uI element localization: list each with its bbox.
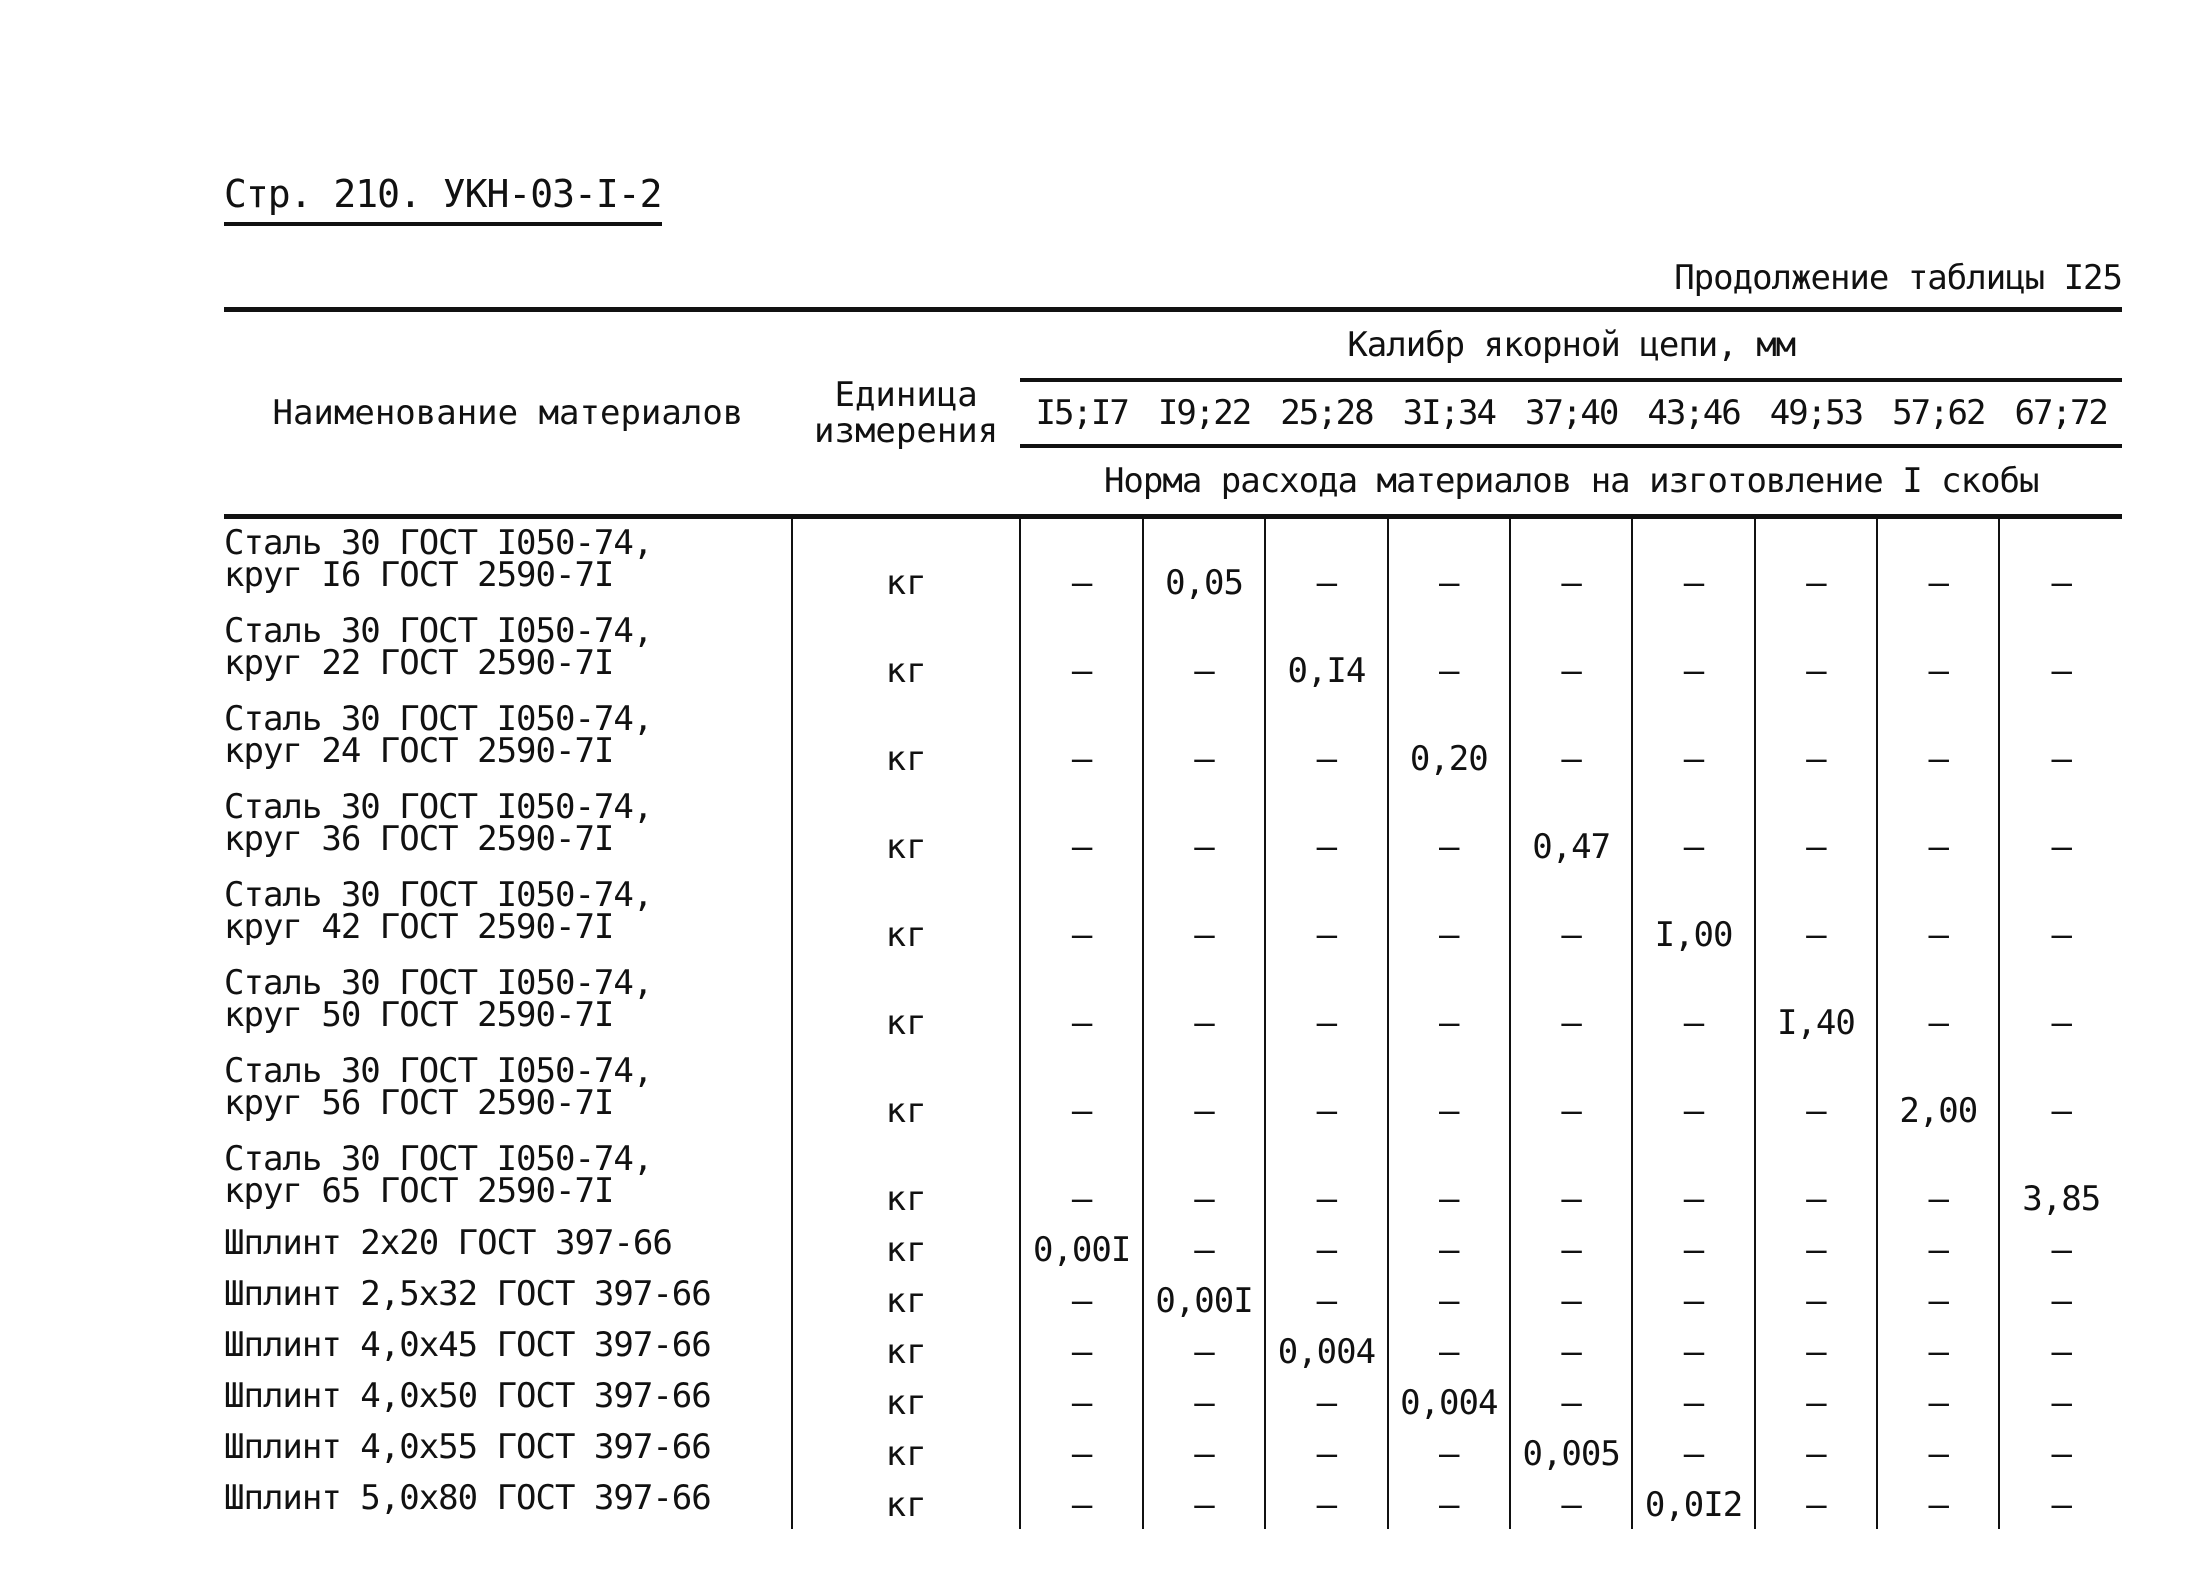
norm-value-cell: – xyxy=(1020,607,1142,695)
material-spec-line: круг 24 ГОСТ 2590-7I xyxy=(224,731,614,771)
norm-value-cell: – xyxy=(1510,1135,1632,1223)
norm-value-cell: – xyxy=(1020,1325,1142,1376)
norm-value-cell: – xyxy=(1265,517,1387,608)
norm-value-cell: – xyxy=(1388,783,1510,871)
table-continuation-note: Продолжение таблицы I25 xyxy=(1674,258,2122,298)
table-row xyxy=(224,1325,2122,1376)
norm-value-cell: – xyxy=(1143,1376,1265,1427)
norm-value-cell: – xyxy=(1143,1223,1265,1274)
unit-cell: кг xyxy=(792,1376,1021,1427)
norm-value-cell: – xyxy=(2051,1383,2071,1423)
norm-value-cell: – xyxy=(1510,695,1632,783)
norm-value-cell: – xyxy=(1632,783,1754,871)
norm-value-cell: – xyxy=(1632,1135,1754,1223)
material-spec-line: круг 65 ГОСТ 2590-7I xyxy=(224,1171,614,1211)
norm-value-cell: – xyxy=(1632,695,1754,783)
norm-value-cell: – xyxy=(1632,1223,1754,1274)
material-name-line: Шплинт 2х20 ГОСТ 397-66 xyxy=(224,1223,672,1263)
norm-value-cell: – xyxy=(1265,1047,1387,1135)
norm-value-cell: – xyxy=(1755,1135,1877,1223)
caliber-header: 25;28 xyxy=(1265,380,1387,446)
table-row xyxy=(224,1478,2122,1529)
material-name-line: Сталь 30 ГОСТ I050-74, xyxy=(224,875,653,915)
table-row xyxy=(224,695,2122,783)
material-name-cell xyxy=(224,959,792,1047)
column-header-unit: Единица измерения xyxy=(792,310,1021,517)
norm-value-cell: I,00 xyxy=(1632,871,1754,959)
norm-value-cell: – xyxy=(1388,959,1510,1047)
norm-value-cell: – xyxy=(1265,1135,1387,1223)
norm-value-cell: – xyxy=(1020,959,1142,1047)
norm-value-cell: – xyxy=(1143,607,1265,695)
table-row xyxy=(224,871,2122,959)
norm-value-cell: – xyxy=(2051,651,2071,691)
norm-value-cell: – xyxy=(2051,1332,2071,1372)
norm-value-cell: – xyxy=(1510,1325,1632,1376)
unit-cell: кг xyxy=(792,607,1021,695)
material-spec-line: круг 42 ГОСТ 2590-7I xyxy=(224,907,614,947)
material-name-line: Сталь 30 ГОСТ I050-74, xyxy=(224,1051,653,1091)
material-name-line: Шплинт 4,0х55 ГОСТ 397-66 xyxy=(224,1427,711,1467)
norm-value-cell: – xyxy=(1632,1274,1754,1325)
norm-value-cell: – xyxy=(1632,607,1754,695)
norm-value-cell: – xyxy=(1143,783,1265,871)
norm-value-cell: – xyxy=(1755,1274,1877,1325)
norm-value-cell: – xyxy=(1388,1325,1510,1376)
table-row xyxy=(224,783,2122,871)
material-spec-line: круг I6 ГОСТ 2590-7I xyxy=(224,555,614,595)
norm-value-cell: – xyxy=(1020,1427,1142,1478)
caliber-header: 57;62 xyxy=(1877,380,1999,446)
material-spec-line: круг 36 ГОСТ 2590-7I xyxy=(224,819,614,859)
caliber-header: 67;72 xyxy=(1999,380,2122,446)
unit-cell: кг xyxy=(792,517,1021,608)
norm-value-cell: – xyxy=(1388,1047,1510,1135)
caliber-header: 49;53 xyxy=(1755,380,1877,446)
norm-value-cell: – xyxy=(1877,1427,1999,1478)
norm-value-cell: – xyxy=(1877,1325,1999,1376)
material-name-cell xyxy=(224,1047,792,1135)
column-group-caliber: Калибр якорной цепи, мм xyxy=(1020,310,2122,381)
norm-value-cell: – xyxy=(1020,1478,1142,1529)
norm-value-cell: – xyxy=(1265,871,1387,959)
norm-value-cell: – xyxy=(1877,1478,1999,1529)
unit-cell: кг xyxy=(792,783,1021,871)
norm-value-cell: – xyxy=(1755,695,1877,783)
norm-value-cell: – xyxy=(1143,1325,1265,1376)
material-name-cell xyxy=(224,1274,792,1325)
caliber-header: I5;I7 xyxy=(1020,380,1142,446)
norm-value-cell: – xyxy=(1510,959,1632,1047)
material-name-line: Сталь 30 ГОСТ I050-74, xyxy=(224,1139,653,1179)
norm-value-cell: – xyxy=(1755,1427,1877,1478)
norm-value-cell: – xyxy=(1388,871,1510,959)
material-name-cell xyxy=(224,871,792,959)
material-name-cell xyxy=(224,1325,792,1376)
material-name-cell xyxy=(224,1427,792,1478)
norm-value-cell: – xyxy=(1632,1325,1754,1376)
norm-value-cell: – xyxy=(1143,1047,1265,1135)
norm-value-cell: – xyxy=(1265,695,1387,783)
table-row xyxy=(224,1047,2122,1135)
norm-value-cell: – xyxy=(1877,1376,1999,1427)
norm-value-cell: – xyxy=(1020,871,1142,959)
norm-value-cell: 0,005 xyxy=(1510,1427,1632,1478)
norm-value-cell: – xyxy=(1143,1427,1265,1478)
norm-value-cell: – xyxy=(1143,1135,1265,1223)
material-spec-line: круг 56 ГОСТ 2590-7I xyxy=(224,1083,614,1123)
material-name-line: Сталь 30 ГОСТ I050-74, xyxy=(224,611,653,651)
norm-value-cell: – xyxy=(1143,1478,1265,1529)
material-name-cell xyxy=(224,1376,792,1427)
material-name-line: Сталь 30 ГОСТ I050-74, xyxy=(224,963,653,1003)
unit-cell: кг xyxy=(792,959,1021,1047)
table-row xyxy=(224,607,2122,695)
norm-value-cell: – xyxy=(1510,1376,1632,1427)
norm-value-cell: – xyxy=(1510,607,1632,695)
material-spec-line: круг 22 ГОСТ 2590-7I xyxy=(224,643,614,683)
norm-value-cell: – xyxy=(1755,1223,1877,1274)
norm-value-cell: – xyxy=(1388,1223,1510,1274)
caliber-header: I9;22 xyxy=(1143,380,1265,446)
norm-value-cell: – xyxy=(1877,695,1999,783)
norm-value-cell: – xyxy=(2051,1230,2071,1270)
norm-value-cell: – xyxy=(1143,871,1265,959)
caliber-header: 37;40 xyxy=(1510,380,1632,446)
norm-value-cell: 0,00I xyxy=(1020,1223,1142,1274)
material-spec-line: круг 50 ГОСТ 2590-7I xyxy=(224,995,614,1035)
table-row xyxy=(224,1427,2122,1478)
norm-value-cell: – xyxy=(1020,1274,1142,1325)
norm-value-cell: – xyxy=(1510,1274,1632,1325)
unit-cell: кг xyxy=(792,695,1021,783)
norm-value-cell: – xyxy=(2051,1091,2071,1131)
materials-table xyxy=(224,307,2122,1529)
norm-value-cell: – xyxy=(2051,1485,2071,1525)
material-name-line: Сталь 30 ГОСТ I050-74, xyxy=(224,787,653,827)
norm-value-cell: – xyxy=(1510,1047,1632,1135)
norm-value-cell: – xyxy=(1143,695,1265,783)
material-name-line: Сталь 30 ГОСТ I050-74, xyxy=(224,523,653,563)
norm-value-cell: – xyxy=(1877,1274,1999,1325)
material-name-cell xyxy=(224,1478,792,1529)
material-name-line: Шплинт 2,5х32 ГОСТ 397-66 xyxy=(224,1274,711,1314)
material-name-cell xyxy=(224,607,792,695)
unit-cell: кг xyxy=(792,1325,1021,1376)
norm-value-cell: – xyxy=(1510,517,1632,608)
norm-value-cell: 0,05 xyxy=(1143,517,1265,608)
norm-value-cell: – xyxy=(1265,1274,1387,1325)
norm-value-cell: – xyxy=(1632,517,1754,608)
norm-value-cell: – xyxy=(1755,783,1877,871)
material-name-cell xyxy=(224,1135,792,1223)
norm-value-cell: 0,004 xyxy=(1388,1376,1510,1427)
norm-value-cell: – xyxy=(1877,1135,1999,1223)
unit-cell: кг xyxy=(792,871,1021,959)
norm-value-cell: 0,I4 xyxy=(1265,607,1387,695)
norm-value-cell: – xyxy=(1265,1427,1387,1478)
norm-value-cell: – xyxy=(1020,1047,1142,1135)
unit-cell: кг xyxy=(792,1047,1021,1135)
caliber-header: 43;46 xyxy=(1632,380,1754,446)
table-row xyxy=(224,517,2122,608)
norm-value-cell: I,40 xyxy=(1755,959,1877,1047)
norm-value-cell: 3,85 xyxy=(2022,1179,2101,1219)
norm-value-cell: – xyxy=(2051,827,2071,867)
unit-cell: кг xyxy=(792,1223,1021,1274)
material-name-cell xyxy=(224,1223,792,1274)
table-row xyxy=(224,1135,2122,1223)
material-name-line: Шплинт 5,0х80 ГОСТ 397-66 xyxy=(224,1478,711,1518)
norm-value-cell: – xyxy=(1632,1047,1754,1135)
norm-value-cell: – xyxy=(1265,1376,1387,1427)
norm-value-cell: – xyxy=(1020,1135,1142,1223)
norm-value-cell: – xyxy=(1877,517,1999,608)
page-reference: Стр. 210. УКН-03-I-2 xyxy=(224,172,662,226)
norm-value-cell: – xyxy=(1510,1223,1632,1274)
norm-value-cell: – xyxy=(1510,871,1632,959)
norm-value-cell: 0,47 xyxy=(1510,783,1632,871)
table-row xyxy=(224,1223,2122,1274)
norm-value-cell: – xyxy=(1388,1427,1510,1478)
norm-value-cell: – xyxy=(1265,1223,1387,1274)
norm-value-cell: – xyxy=(1020,695,1142,783)
norm-subheader: Норма расхода материалов на изготовление I скобы xyxy=(1020,446,2122,517)
norm-value-cell: – xyxy=(1632,1427,1754,1478)
table-row xyxy=(224,1274,2122,1325)
norm-value-cell: – xyxy=(2051,915,2071,955)
table-row xyxy=(224,1376,2122,1427)
norm-value-cell: – xyxy=(2051,1434,2071,1474)
norm-value-cell: – xyxy=(1020,783,1142,871)
material-name-line: Шплинт 4,0х45 ГОСТ 397-66 xyxy=(224,1325,711,1365)
norm-value-cell: – xyxy=(1755,1376,1877,1427)
column-header-materials: Наименование материалов xyxy=(224,310,792,517)
norm-value-cell: 0,00I xyxy=(1143,1274,1265,1325)
norm-value-cell: – xyxy=(1755,1478,1877,1529)
norm-value-cell: 0,0I2 xyxy=(1632,1478,1754,1529)
norm-value-cell: 0,004 xyxy=(1265,1325,1387,1376)
norm-value-cell: – xyxy=(2051,1281,2071,1321)
norm-value-cell: – xyxy=(1877,1223,1999,1274)
norm-value-cell: – xyxy=(1877,783,1999,871)
norm-value-cell: – xyxy=(2051,1003,2071,1043)
norm-value-cell: – xyxy=(1877,959,1999,1047)
norm-value-cell: – xyxy=(1388,607,1510,695)
norm-value-cell: – xyxy=(1755,871,1877,959)
norm-value-cell: – xyxy=(1020,517,1142,608)
norm-value-cell: – xyxy=(1877,607,1999,695)
norm-value-cell: – xyxy=(1020,1376,1142,1427)
table-row xyxy=(224,959,2122,1047)
norm-value-cell: – xyxy=(1755,607,1877,695)
norm-value-cell: – xyxy=(1632,1376,1754,1427)
norm-value-cell: – xyxy=(1388,1135,1510,1223)
material-name-line: Шплинт 4,0х50 ГОСТ 397-66 xyxy=(224,1376,711,1416)
norm-value-cell: 0,20 xyxy=(1388,695,1510,783)
norm-value-cell: – xyxy=(1877,871,1999,959)
norm-value-cell: – xyxy=(1755,517,1877,608)
norm-value-cell: 2,00 xyxy=(1877,1047,1999,1135)
materials-table-body xyxy=(224,517,2122,1530)
norm-value-cell: – xyxy=(1755,1047,1877,1135)
material-name-cell xyxy=(224,783,792,871)
norm-value-cell: – xyxy=(1143,959,1265,1047)
material-name-cell xyxy=(224,695,792,783)
norm-value-cell: – xyxy=(1755,1325,1877,1376)
norm-value-cell: – xyxy=(2051,739,2071,779)
caliber-header: 3I;34 xyxy=(1388,380,1510,446)
norm-value-cell: – xyxy=(1388,1478,1510,1529)
material-name-line: Сталь 30 ГОСТ I050-74, xyxy=(224,699,653,739)
unit-cell: кг xyxy=(792,1427,1021,1478)
norm-value-cell: – xyxy=(1265,1478,1387,1529)
norm-value-cell: – xyxy=(1388,1274,1510,1325)
material-name-cell xyxy=(224,517,792,608)
norm-value-cell: – xyxy=(1510,1478,1632,1529)
norm-value-cell: – xyxy=(1265,783,1387,871)
unit-cell: кг xyxy=(792,1478,1021,1529)
norm-value-cell: – xyxy=(2051,563,2071,603)
norm-value-cell: – xyxy=(1388,517,1510,608)
unit-cell: кг xyxy=(792,1135,1021,1223)
norm-value-cell: – xyxy=(1632,959,1754,1047)
norm-value-cell: – xyxy=(1265,959,1387,1047)
unit-cell: кг xyxy=(792,1274,1021,1325)
